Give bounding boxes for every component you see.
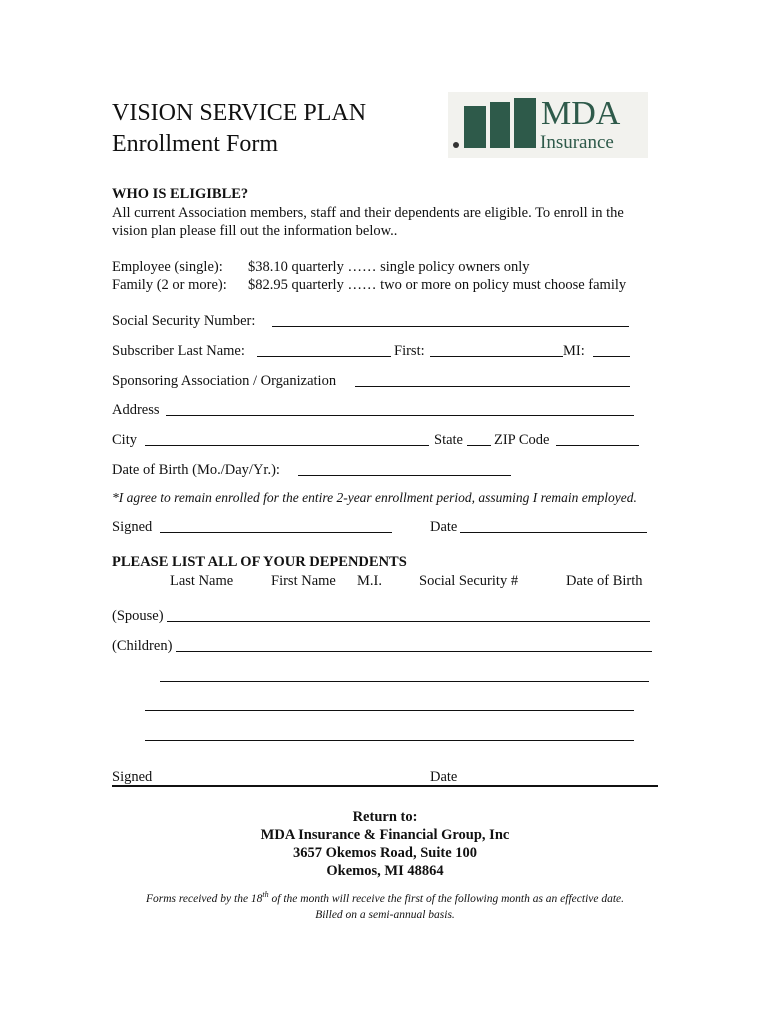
mi-label: MI: — [563, 343, 585, 359]
dependents-date-label: Date — [430, 769, 458, 785]
children-label: (Children) — [112, 638, 173, 654]
address-label: Address — [112, 402, 160, 418]
return-heading: Return to: — [352, 809, 418, 825]
column-dob: Date of Birth — [566, 573, 643, 589]
signed-label: Signed — [112, 519, 153, 535]
zip-field[interactable] — [556, 445, 639, 446]
child-field-1[interactable] — [176, 651, 652, 652]
eligibility-heading: WHO IS ELIGIBLE? — [112, 186, 249, 202]
first-name-field[interactable] — [430, 356, 563, 357]
footer-note-line1 — [80, 892, 690, 907]
eligibility-text-line1: All current Association members, staff and their dependents are eligible. To enroll in the — [112, 205, 624, 221]
column-last-name: Last Name — [170, 573, 234, 589]
city-field[interactable] — [145, 445, 429, 446]
sponsor-field[interactable] — [355, 386, 630, 387]
dob-field[interactable] — [298, 475, 511, 476]
logo-sub-text: Insurance — [540, 132, 614, 153]
subscriber-last-name-field[interactable] — [257, 356, 391, 357]
date-label: Date — [430, 519, 458, 535]
logo-brand-text: MDA — [541, 95, 621, 132]
zip-label: ZIP Code — [494, 432, 550, 448]
return-company: MDA Insurance & Financial Group, Inc — [260, 827, 510, 843]
family-rate: $82.95 quarterly …… two or more on policy must choose family — [248, 277, 627, 293]
state-field[interactable] — [467, 445, 491, 446]
column-mi: M.I. — [357, 573, 382, 589]
city-label: City — [112, 432, 137, 448]
dependents-heading: PLEASE LIST ALL OF YOUR DEPENDENTS — [112, 554, 407, 570]
employee-rate-label: Employee (single): — [112, 259, 223, 275]
subscriber-last-name-label: Subscriber Last Name: — [112, 343, 245, 359]
child-field-3[interactable] — [145, 710, 634, 711]
agreement-text: *I agree to remain enrolled for the entire 2-year enrollment period, assuming I remain employed. — [112, 490, 637, 505]
signature-field[interactable] — [160, 532, 392, 533]
mda-insurance-logo — [448, 92, 648, 158]
column-ssn: Social Security # — [419, 573, 519, 589]
employee-rate: $38.10 quarterly …… single policy owners only — [248, 259, 530, 275]
spouse-label: (Spouse) — [112, 608, 164, 624]
sponsor-label: Sponsoring Association / Organization — [112, 373, 337, 389]
return-street: 3657 Okemos Road, Suite 100 — [292, 845, 478, 861]
ssn-label: Social Security Number: — [112, 313, 256, 329]
dob-label: Date of Birth (Mo./Day/Yr.): — [112, 462, 280, 478]
mi-field[interactable] — [593, 356, 630, 357]
state-label: State — [434, 432, 463, 448]
family-rate-label: Family (2 or more): — [112, 277, 227, 293]
child-field-4[interactable] — [145, 740, 634, 741]
spouse-field[interactable] — [167, 621, 650, 622]
return-city: Okemos, MI 48864 — [326, 863, 444, 879]
footer-note-line2: Billed on a semi-annual basis. — [315, 909, 455, 921]
ssn-field[interactable] — [272, 326, 629, 327]
date-field[interactable] — [460, 532, 647, 533]
form-subtitle: Enrollment Form — [112, 131, 278, 157]
footer-note-sup: th — [262, 890, 269, 900]
footer-note-after: of the month will receive the first of the following month as an effective date. — [268, 893, 625, 905]
eligibility-text-line2: vision plan please fill out the information below.. — [112, 223, 398, 239]
footer-note-before: Forms received by the 18 — [145, 893, 263, 905]
child-field-2[interactable] — [160, 681, 649, 682]
form-title: VISION SERVICE PLAN — [112, 100, 367, 126]
signature-divider — [112, 785, 658, 787]
first-name-label: First: — [394, 343, 425, 359]
dependents-signed-label: Signed — [112, 769, 153, 785]
column-first-name: First Name — [271, 573, 336, 589]
address-field[interactable] — [166, 415, 634, 416]
